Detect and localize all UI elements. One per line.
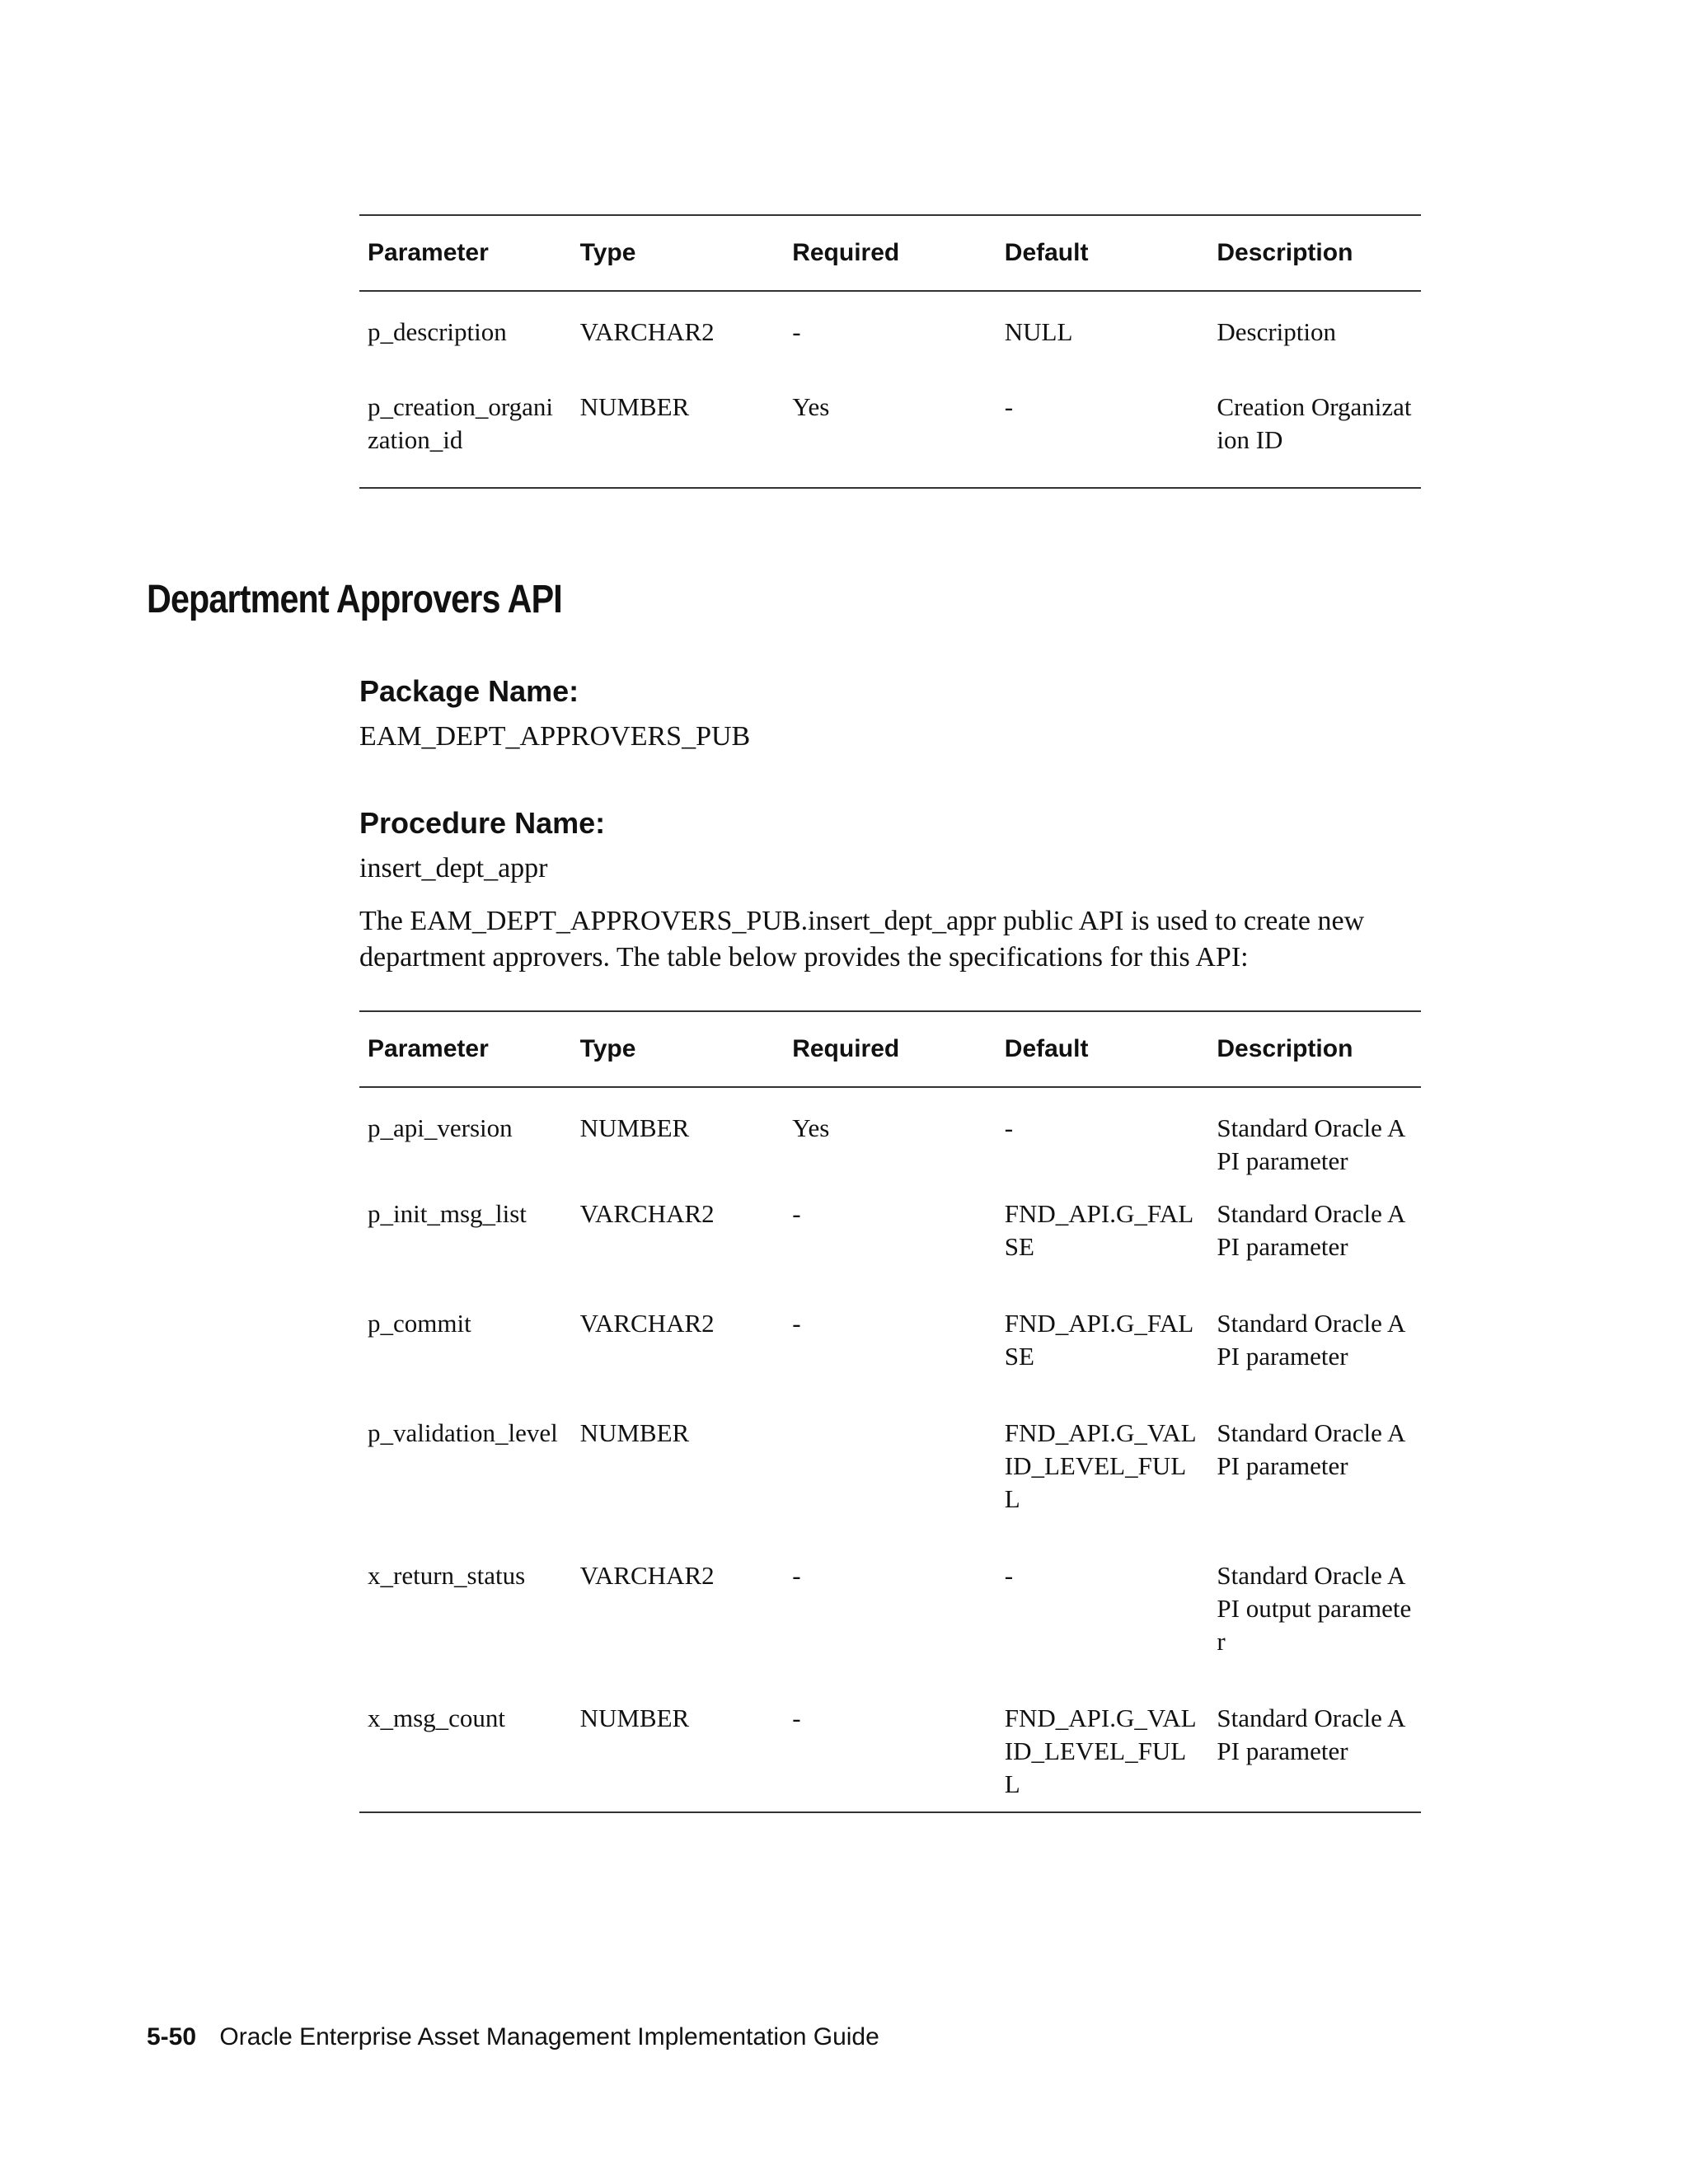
- cell-description: Standard Oracle API parameter: [1217, 1199, 1406, 1261]
- cell-type: VARCHAR2: [579, 317, 715, 346]
- cell-parameter: p_validation_level: [368, 1418, 558, 1447]
- table-row: [359, 391, 1421, 488]
- cell-description: Description: [1217, 317, 1337, 346]
- cell-type: NUMBER: [572, 1702, 785, 1812]
- cell-default: -: [1004, 1561, 1014, 1590]
- package-name-value: EAM_DEPT_APPROVERS_PUB: [359, 721, 751, 752]
- table-row: [359, 1307, 1421, 1417]
- cell-type: NUMBER: [572, 391, 785, 488]
- cell-required: -: [792, 1561, 801, 1590]
- col-header-default: Default: [996, 215, 1209, 291]
- col-header-type: Type: [572, 215, 785, 291]
- cell-description: Standard Oracle API parameter: [1217, 1418, 1406, 1480]
- parameter-table-dept-approvers: [359, 1010, 1421, 1813]
- page-footer: [147, 2023, 879, 2051]
- table-row: [359, 1087, 1421, 1197]
- table-row: [359, 1559, 1421, 1702]
- table-row: [359, 1702, 1421, 1812]
- cell-required: -: [792, 1309, 801, 1338]
- col-header-description: Description: [1208, 1011, 1421, 1087]
- cell-parameter: p_description: [368, 317, 507, 346]
- cell-type: VARCHAR2: [579, 1309, 715, 1338]
- cell-type: NUMBER: [579, 1418, 690, 1447]
- cell-default: -: [1004, 1113, 1014, 1142]
- procedure-name-value: insert_dept_appr: [359, 853, 548, 883]
- cell-default: NULL: [1004, 317, 1073, 346]
- cell-parameter: p_init_msg_list: [368, 1199, 527, 1228]
- table-row: [359, 1197, 1421, 1307]
- table-header-row: [359, 1011, 1421, 1087]
- cell-required: -: [792, 317, 801, 346]
- section-title: Department Approvers API: [147, 578, 562, 621]
- page-number: 5-50: [147, 2023, 197, 2050]
- cell-parameter: x_return_status: [368, 1561, 526, 1590]
- guide-title: Oracle Enterprise Asset Management Implementation Guide: [219, 2023, 879, 2050]
- table-row: [359, 1417, 1421, 1559]
- cell-required: Yes: [784, 391, 996, 488]
- cell-parameter: p_commit: [368, 1309, 471, 1338]
- cell-parameter: p_api_version: [368, 1113, 513, 1142]
- cell-description: Standard Oracle API parameter: [1208, 1702, 1421, 1812]
- cell-default: -: [996, 391, 1209, 488]
- col-header-description: Description: [1208, 215, 1421, 291]
- procedure-name-label: Procedure Name:: [359, 806, 606, 840]
- col-header-parameter: Parameter: [359, 1011, 572, 1087]
- col-header-required: Required: [784, 1011, 996, 1087]
- cell-required: Yes: [792, 1113, 830, 1142]
- col-header-default: Default: [996, 1011, 1209, 1087]
- col-header-required: Required: [784, 215, 996, 291]
- package-name-label: Package Name:: [359, 674, 579, 708]
- cell-description: Standard Oracle API parameter: [1217, 1113, 1406, 1175]
- cell-required: [784, 1417, 996, 1559]
- cell-required: -: [784, 1702, 996, 1812]
- cell-default: FND_API.G_FALSE: [1004, 1199, 1194, 1261]
- cell-parameter: x_msg_count: [359, 1702, 572, 1812]
- col-header-type: Type: [572, 1011, 785, 1087]
- cell-type: VARCHAR2: [579, 1561, 715, 1590]
- cell-parameter: p_creation_organization_id: [359, 391, 572, 488]
- table-header-row: [359, 215, 1421, 291]
- cell-type: NUMBER: [579, 1113, 690, 1142]
- intro-paragraph: The EAM_DEPT_APPROVERS_PUB.insert_dept_appr public API is used to create new department approvers. The table below provides the specifications for this API:: [359, 906, 1365, 972]
- cell-type: VARCHAR2: [579, 1199, 715, 1228]
- cell-description: Standard Oracle API output parameter: [1217, 1561, 1412, 1656]
- table-row: [359, 291, 1421, 391]
- cell-default: FND_API.G_VALID_LEVEL_FULL: [1004, 1418, 1197, 1513]
- cell-default: FND_API.G_VALID_LEVEL_FULL: [996, 1702, 1209, 1812]
- parameter-table-top: [359, 214, 1421, 489]
- cell-description: Creation Organization ID: [1208, 391, 1421, 488]
- col-header-parameter: Parameter: [359, 215, 572, 291]
- cell-description: Standard Oracle API parameter: [1217, 1309, 1406, 1371]
- cell-default: FND_API.G_FALSE: [1004, 1309, 1194, 1371]
- cell-required: -: [792, 1199, 801, 1228]
